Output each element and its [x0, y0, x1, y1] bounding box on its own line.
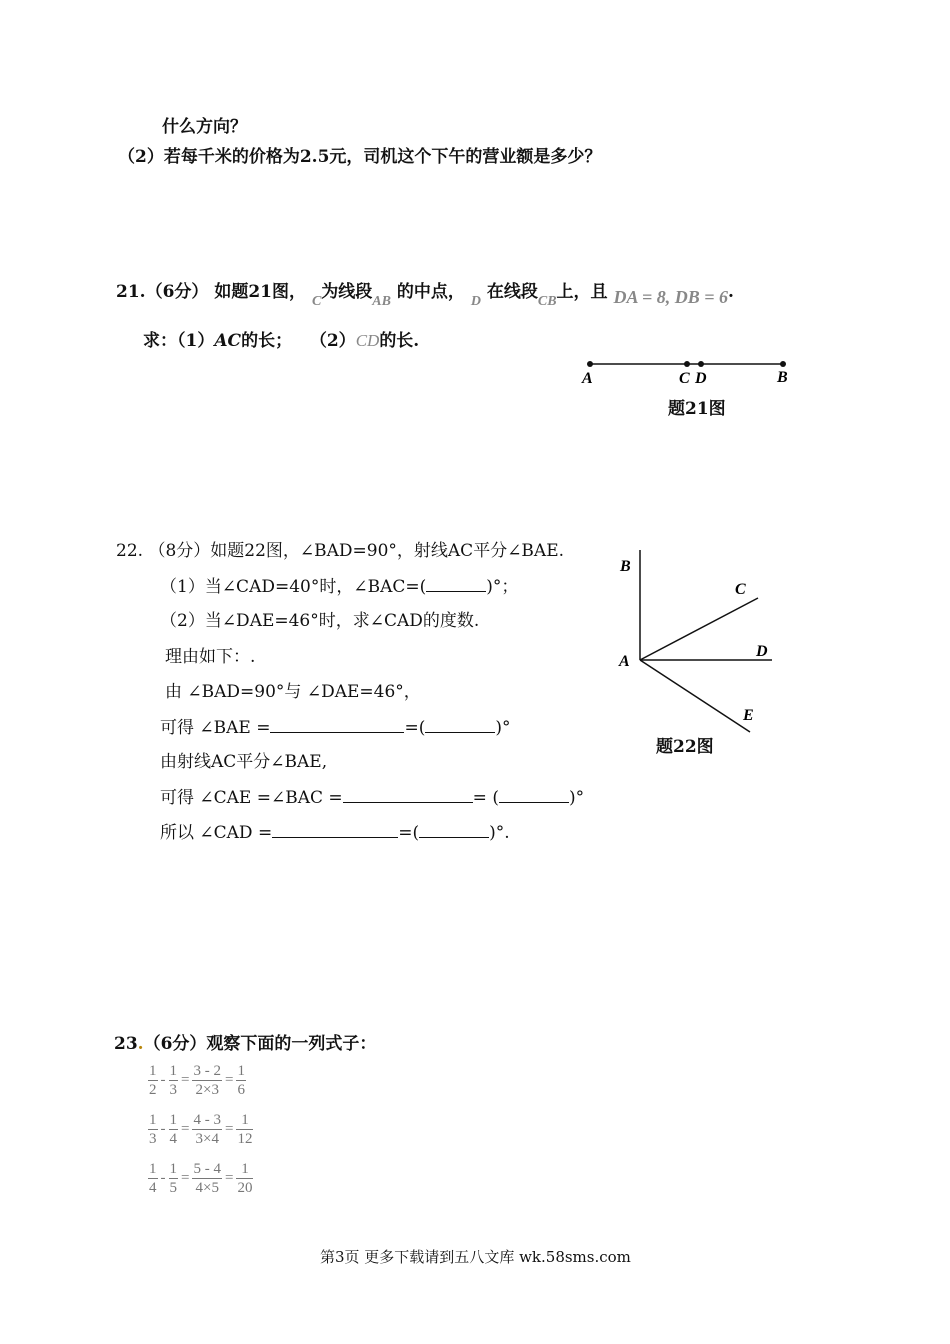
q21-var-cb: CB [537, 294, 557, 309]
q22-step5-a: 所以 ∠CAD = [160, 823, 273, 843]
fraction-b [169, 1062, 179, 1099]
fraction-a-numerator: 1 [149, 1063, 157, 1079]
q21-var-ab: AB [372, 294, 391, 309]
q21-text-a: 如题21图， [214, 282, 307, 302]
fraction-middle-numerator: 5 - 4 [193, 1161, 221, 1177]
q22-step5-c: )°. [489, 823, 510, 843]
fraction-middle [192, 1062, 222, 1099]
minus-sign: - [160, 1121, 166, 1137]
q22-step4-a: 可得 ∠CAE =∠BAC = [160, 788, 343, 808]
q22-step4-c: )° [568, 788, 585, 808]
figure-22-caption: 题22图 [656, 737, 714, 757]
label-a: A [619, 653, 630, 670]
q22-header: 22. （8分）如题22图，∠BAD=90°，射线AC平分∠BAE. [116, 541, 565, 561]
q21-text-c: 的中点， [396, 282, 465, 302]
fraction-b [169, 1111, 179, 1148]
fraction-result [236, 1160, 253, 1197]
equation-row [148, 1111, 253, 1148]
equation-row [148, 1062, 246, 1099]
fraction-middle-denominator: 2×3 [195, 1082, 219, 1098]
fraction-b [169, 1160, 179, 1197]
fraction-a-numerator: 1 [149, 1112, 157, 1128]
equals-sign: = [181, 1072, 190, 1088]
q22-step4 [160, 786, 584, 809]
label-c: C [679, 370, 690, 387]
q21-given: DA = 8, DB = 6 [613, 287, 728, 307]
equals-sign: = [181, 1121, 190, 1137]
equals-sign: = [181, 1170, 190, 1186]
q21-ask [143, 330, 419, 352]
q22-step5-b: =( [398, 823, 420, 843]
q22-part1 [160, 575, 518, 598]
answer-blank-bac[interactable] [426, 575, 486, 592]
q23-dot: . [137, 1034, 144, 1054]
q21-var-c: C [311, 294, 322, 309]
q23-header [114, 1033, 376, 1055]
answer-blank-bae[interactable] [425, 716, 495, 733]
point-b [780, 361, 786, 367]
fraction-a-numerator: 1 [149, 1161, 157, 1177]
fraction-b-numerator: 1 [169, 1112, 177, 1128]
q21-text-d: 在线段 [486, 282, 538, 302]
label-b: B [620, 558, 631, 575]
q21-var-d: D [470, 294, 481, 309]
point-d [698, 361, 704, 367]
fraction-middle [192, 1160, 222, 1197]
label-d: D [695, 370, 707, 387]
fraction-middle [192, 1111, 222, 1148]
answer-blank-cad[interactable] [419, 821, 489, 838]
minus-sign: - [160, 1170, 166, 1186]
fraction-middle-denominator: 4×5 [195, 1180, 219, 1196]
q22-reason: 理由如下：. [165, 647, 256, 667]
label-b: B [777, 369, 788, 386]
fraction-b-denominator: 4 [169, 1131, 177, 1147]
fraction-b-denominator: 5 [169, 1180, 177, 1196]
fraction-a-denominator: 4 [149, 1180, 157, 1196]
fraction-b-numerator: 1 [169, 1063, 177, 1079]
fraction-result-denominator: 12 [237, 1131, 253, 1147]
answer-blank-cae-expr[interactable] [343, 786, 473, 803]
fraction-a-denominator: 3 [149, 1131, 157, 1147]
q22-step2 [160, 716, 511, 739]
q21-statement [116, 280, 734, 309]
q22-step2-a: 可得 ∠BAE = [160, 718, 271, 738]
q22-step5 [160, 821, 510, 844]
point-c [684, 361, 690, 367]
fraction-result-denominator: 20 [237, 1180, 253, 1196]
q21-number: 21. [116, 282, 146, 302]
q21-score: （6分） [145, 282, 209, 302]
fraction-b-numerator: 1 [169, 1161, 177, 1177]
q22-step4-b: = ( [472, 788, 499, 808]
fraction-b-denominator: 3 [169, 1082, 177, 1098]
label-e: E [743, 707, 754, 724]
q21-ask-b: 的长； [241, 331, 293, 351]
q20-line2: （2）若每千米的价格为2.5元，司机这个下午的营业额是多少？ [118, 147, 602, 167]
fraction-result-numerator: 1 [237, 1063, 245, 1079]
q22-step2-b: =( [404, 718, 426, 738]
fraction-result [236, 1111, 253, 1148]
label-d: D [756, 643, 768, 660]
answer-blank-cad-expr[interactable] [272, 821, 398, 838]
equation-row [148, 1160, 253, 1197]
fraction-middle-numerator: 3 - 2 [193, 1063, 221, 1079]
fraction-a [148, 1160, 158, 1197]
q21-text-b: 为线段 [321, 282, 373, 302]
label-c: C [735, 581, 746, 598]
answer-blank-bae-expr[interactable] [270, 716, 404, 733]
fraction-result-denominator: 6 [237, 1082, 245, 1098]
figure-21-caption: 题21图 [668, 399, 726, 419]
fraction-middle-numerator: 4 - 3 [193, 1112, 221, 1128]
figure-22 [610, 540, 790, 740]
q22-step1: 由 ∠BAD=90°与 ∠DAE=46°， [165, 682, 421, 702]
minus-sign: - [160, 1072, 166, 1088]
q21-text-e: 上，且 [556, 282, 608, 302]
q21-ask-ac: AC [214, 331, 242, 351]
q22-part2: （2）当∠DAE=46°时，求∠CAD的度数. [160, 611, 480, 631]
fraction-result-numerator: 1 [236, 1160, 253, 1179]
q22-step3: 由射线AC平分∠BAE, [160, 752, 328, 772]
q22-part1-b: )°； [486, 577, 519, 597]
q23-text: （6分）观察下面的一列式子： [143, 1034, 377, 1054]
q23-number: 23 [114, 1034, 138, 1054]
q21-ask-d: 的长. [379, 331, 420, 351]
q21-ask-a: 求：（1） [143, 331, 215, 351]
fraction-result-numerator: 1 [236, 1111, 253, 1130]
answer-blank-cae[interactable] [499, 786, 569, 803]
ray-ae [640, 660, 750, 732]
q21-ask-c: （2） [309, 331, 356, 351]
fraction-middle-denominator: 3×4 [195, 1131, 219, 1147]
equals-sign: = [224, 1170, 234, 1186]
label-a: A [582, 370, 593, 387]
equals-sign: = [224, 1121, 234, 1137]
fraction-result [236, 1062, 246, 1099]
q20-line1: 什么方向？ [162, 117, 247, 137]
q21-ask-cd: CD [355, 331, 380, 350]
figure-21 [570, 350, 810, 390]
point-a [587, 361, 593, 367]
ray-ac [640, 598, 758, 660]
page-footer: 第3页 更多下载请到五八文库 wk.58sms.com [320, 1248, 631, 1266]
equals-sign: = [224, 1072, 234, 1088]
q21-given-end: . [728, 282, 734, 302]
fraction-a [148, 1111, 158, 1148]
fraction-a [148, 1062, 158, 1099]
q22-step2-c: )° [495, 718, 511, 738]
fraction-a-denominator: 2 [149, 1082, 157, 1098]
q22-part1-a: （1）当∠CAD=40°时，∠BAC=( [160, 577, 427, 597]
